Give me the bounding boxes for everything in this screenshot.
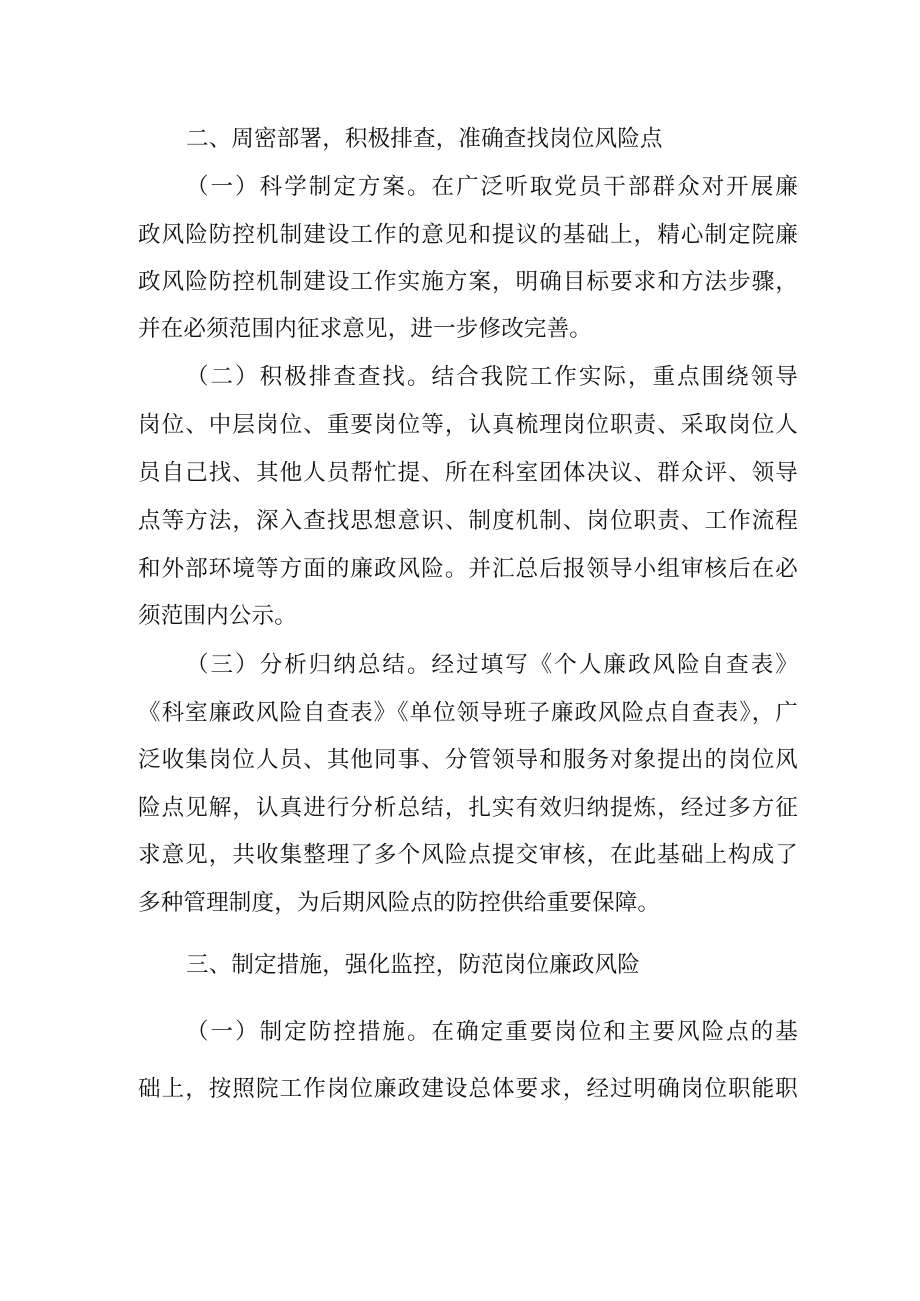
paragraph-line: 泛收集岗位人员、其他同事、分管领导和服务对象提出的岗位风 xyxy=(138,747,798,773)
paragraph-line: 政风险防控机制建设工作的意见和提议的基础上，精心制定院廉 xyxy=(138,222,798,248)
paragraph-line: 须范围内公示。 xyxy=(138,603,297,629)
paragraph-line: （一）制定防控措施。在确定重要岗位和主要风险点的基 xyxy=(186,1019,798,1045)
paragraph-line: 点等方法，深入查找思想意识、制度机制、岗位职责、工作流程 xyxy=(138,508,798,534)
paragraph-line: 础上，按照院工作岗位廉政建设总体要求，经过明确岗位职能职 xyxy=(138,1076,798,1102)
paragraph-line: 岗位、中层岗位、重要岗位等，认真梳理岗位职责、采取岗位人 xyxy=(138,412,798,438)
paragraph-line: 多种管理制度，为后期风险点的防控供给重要保障。 xyxy=(138,890,661,916)
section-heading: 二、周密部署，积极排查，准确查找岗位风险点 xyxy=(186,126,663,152)
paragraph-line: 政风险防控机制建设工作实施方案，明确目标要求和方法步骤， xyxy=(138,269,798,295)
paragraph-line: （一）科学制定方案。在广泛听取党员干部群众对开展廉 xyxy=(186,174,798,200)
paragraph-line: 《科室廉政风险自查表》《单位领导班子廉政风险点自查表》，广 xyxy=(138,700,798,726)
paragraph-line: 员自己找、其他人员帮忙提、所在科室团体决议、群众评、领导 xyxy=(138,460,798,486)
section-heading: 三、制定措施，强化监控，防范岗位廉政风险 xyxy=(186,952,641,978)
paragraph-line: （三）分析归纳总结。经过填写《个人廉政风险自查表》 xyxy=(186,652,798,678)
paragraph-line: 险点见解，认真进行分析总结，扎实有效归纳提炼，经过多方征 xyxy=(138,795,798,821)
paragraph-line: 求意见，共收集整理了多个风险点提交审核，在此基础上构成了 xyxy=(138,842,798,868)
paragraph-line: 和外部环境等方面的廉政风险。并汇总后报领导小组审核后在必 xyxy=(138,556,798,582)
paragraph-line: 并在必须范围内征求意见，进一步修改完善。 xyxy=(138,316,593,342)
paragraph-line: （二）积极排查查找。结合我院工作实际，重点围绕领导 xyxy=(186,364,798,390)
